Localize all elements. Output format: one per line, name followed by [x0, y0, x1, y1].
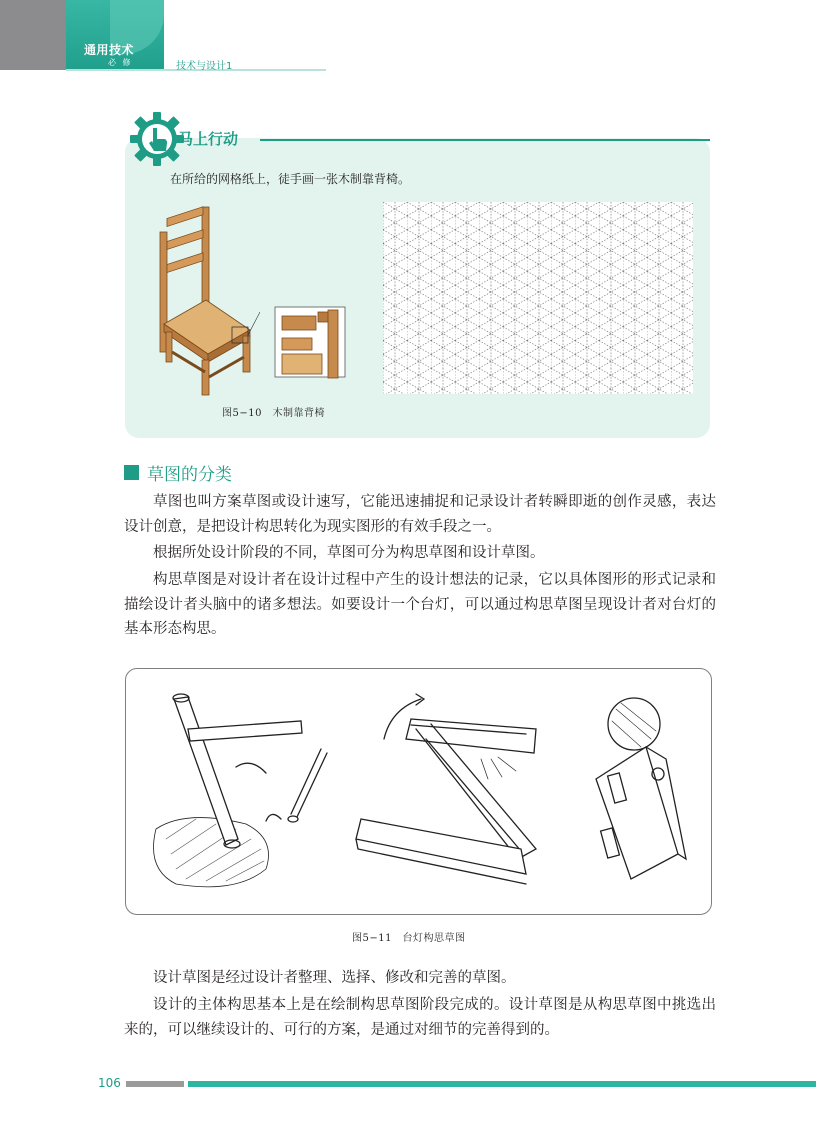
action-title: 马上行动 — [178, 130, 239, 148]
paragraph-1: 草图也叫方案草图或设计速写，它能迅速捕捉和记录设计者转瞬即逝的创作灵感，表达设计创意，是把设计构思转化为现实图形的有效手段之一。 — [124, 494, 716, 535]
footer-green-bar — [188, 1081, 816, 1087]
wooden-chair-illustration — [150, 202, 260, 397]
page-number: 106 — [98, 1076, 121, 1090]
joint-detail-illustration — [270, 302, 350, 382]
section-square-icon — [124, 465, 139, 480]
book-title: 技术与设计1 — [176, 61, 233, 72]
series-subtitle: 必 修 — [108, 58, 133, 67]
lamp-sketches — [126, 669, 711, 914]
lamp-sketch-figure — [125, 668, 712, 915]
paragraph-5: 设计的主体构思基本上是在绘制构思草图阶段完成的。设计草图是从构思草图中挑选出来的，可以继续设计的、可行的方案，是通过对细节的完善得到的。 — [124, 997, 716, 1038]
paragraph-4: 设计草图是经过设计者整理、选择、修改和完善的草图。 — [153, 970, 516, 986]
isometric-grid-paper — [383, 202, 693, 394]
figure-5-11-caption: 图5−11 台灯构思草图 — [352, 933, 466, 944]
paragraph-2: 根据所处设计阶段的不同，草图可分为构思草图和设计草图。 — [153, 545, 545, 561]
footer-gray-bar — [126, 1081, 184, 1087]
action-instruction: 在所给的网格纸上，徒手画一张木制靠背椅。 — [170, 172, 411, 186]
paragraph-3: 构思草图是对设计者在设计过程中产生的设计想法的记录，它以具体图形的形式记录和描绘设计者头脑中的诸多想法。如要设计一个台灯，可以通过构思草图呈现设计者对台灯的基本形态构思。 — [124, 572, 716, 637]
figure-5-10-caption: 图5−10 木制靠背椅 — [222, 408, 325, 419]
header-gray-block — [0, 0, 66, 70]
series-title: 通用技术 — [84, 43, 135, 57]
section-heading — [124, 460, 232, 485]
section-title: 草图的分类 — [147, 465, 232, 485]
action-title-rule — [260, 139, 710, 141]
